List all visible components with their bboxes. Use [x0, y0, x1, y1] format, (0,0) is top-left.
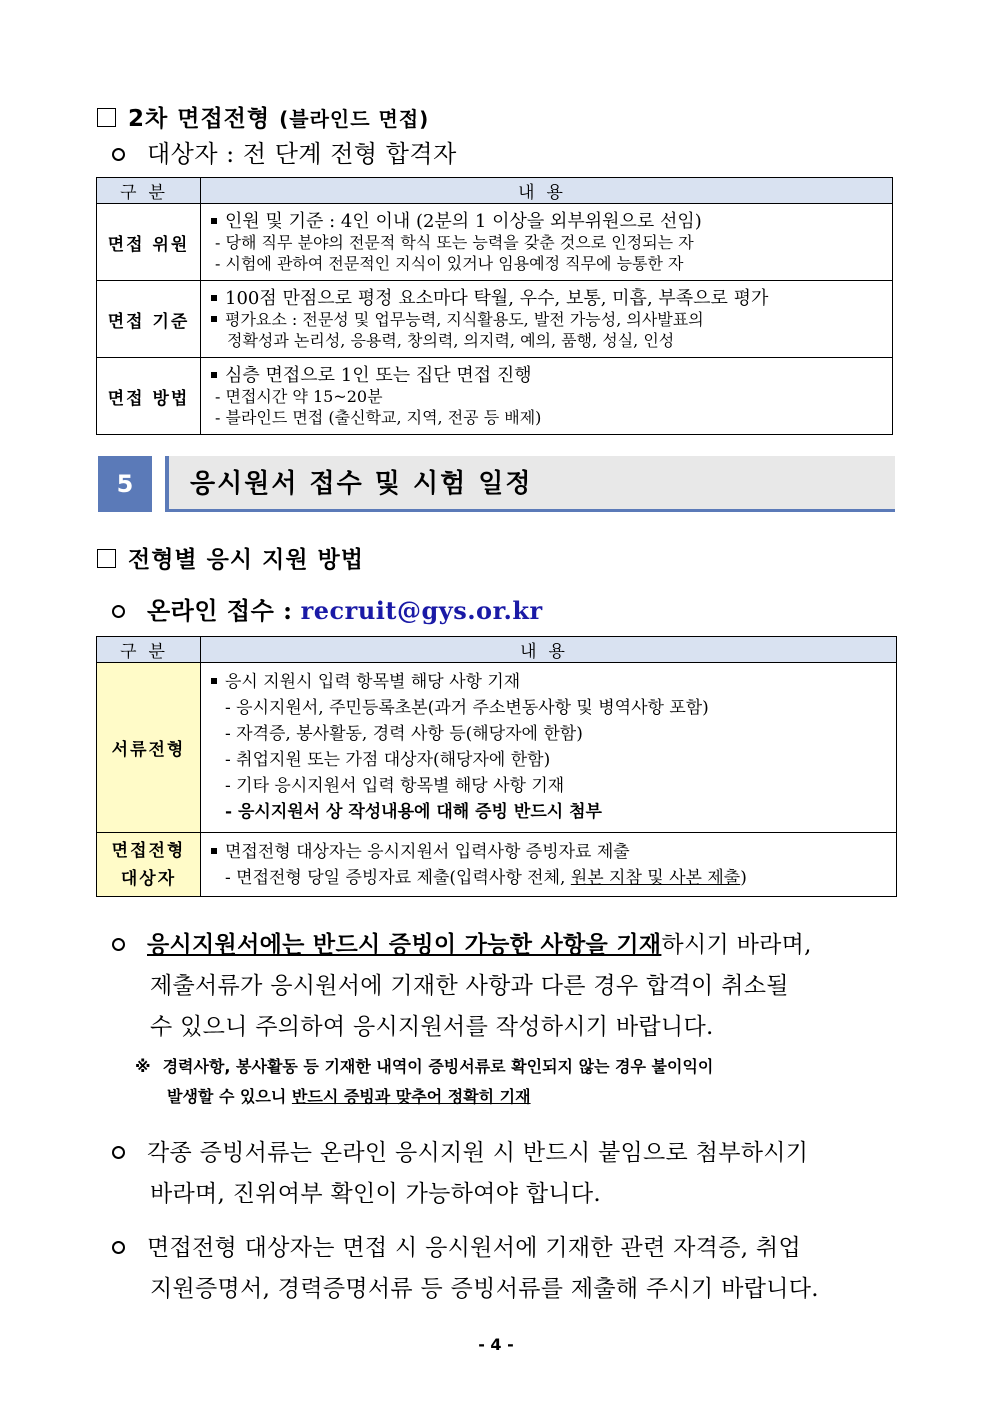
square-bullet-icon: [211, 295, 217, 301]
online-application: 온라인 접수 : recruit@gys.or.kr: [112, 591, 543, 626]
table-row: [97, 663, 897, 833]
section-number: 5: [98, 456, 152, 512]
row-label: 면접전형 대상자: [97, 833, 201, 897]
row-content: 면접전형 대상자는 응시지원서 입력사항 증빙자료 제출 - 면접전형 당일 증빙자료 제출(입력사항 전체, 원본 지참 및 사본 제출): [201, 833, 897, 897]
circle-bullet-icon: [112, 605, 125, 618]
square-bullet-icon: [211, 848, 217, 854]
checkbox-square-icon: [97, 549, 116, 568]
row-label: 서류전형: [97, 663, 201, 833]
paragraph-interview-docs: 면접전형 대상자는 면접 시 응시원서에 기재한 관련 자격증, 취업 지원증명서, 경력증명서류 등 증빙서류를 제출해 주시기 바랍니다.: [112, 1228, 902, 1310]
table-row: [97, 358, 893, 435]
checkbox-square-icon: [97, 108, 116, 127]
circle-bullet-icon: [112, 938, 125, 951]
row-content: 응시 지원시 입력 항목별 해당 사항 기재 - 응시지원서, 주민등록초본(과거 주소변동사항 및 병역사항 포함) - 자격증, 봉사활동, 경력 사항 등(해당자에 한함) - 취업지원 또는 가점 대상자(해당자에 한함) - 기타 응시지원서 입력 항목별 해당 사항 기재 - 응시지원서 상 작성내용에 대해 증빙 반드시 첨부: [201, 663, 897, 833]
square-bullet-icon: [211, 316, 217, 322]
page-number: - 4 -: [478, 1335, 514, 1354]
row-content: 100점 만점으로 평정 요소마다 탁월, 우수, 보통, 미흡, 부족으로 평가 평가요소 : 전문성 및 업무능력, 지식활용도, 발전 가능성, 의사발표의 정확성과 논리성, 응용력, 창의력, 의지력, 예의, 품행, 성실, 인성: [201, 281, 893, 358]
table-row: [97, 833, 897, 897]
circle-bullet-icon: [112, 1241, 125, 1254]
row-label: 면접 위원: [97, 204, 201, 281]
header-col-category: 구분: [97, 637, 201, 663]
row-content: 심층 면접으로 1인 또는 집단 면접 진행 - 면접시간 약 15~20분 - 블라인드 면접 (출신학교, 지역, 전공 등 배제): [201, 358, 893, 435]
row-content: 인원 및 기준 : 4인 이내 (2분의 1 이상을 외부위원으로 선임) - 당해 직무 분야의 전문적 학식 또는 능력을 갖춘 것으로 인정되는 자 - 시험에 관하여 전문적인 지식이 있거나 임용예정 직무에 능통한 자: [201, 204, 893, 281]
table-row: [97, 281, 893, 358]
header-col-category: 구분: [97, 178, 201, 204]
header-col-content: 내용: [201, 637, 897, 663]
circle-bullet-icon: [112, 1146, 125, 1159]
square-bullet-icon: [211, 678, 217, 684]
warning-note: ※ 경력사항, 봉사활동 등 기재한 내역이 증빙서류로 확인되지 않는 경우 불이익이 발생할 수 있으니 반드시 증빙과 맞추어 정확히 기재: [135, 1057, 714, 1106]
paragraph-attachments: 각종 증빙서류는 온라인 응시지원 시 반드시 붙임으로 첨부하시기 바라며, 진위여부 확인이 가능하여야 합니다.: [112, 1133, 902, 1215]
interview-target: 대상자 : 전 단계 전형 합격자: [112, 134, 457, 169]
reference-mark: ※: [135, 1057, 151, 1076]
square-bullet-icon: [211, 372, 217, 378]
table-row: [97, 204, 893, 281]
interview-heading: 2차 면접전형 (블라인드 면접): [97, 100, 429, 133]
circle-bullet-icon: [112, 148, 125, 161]
interview-table: [96, 177, 893, 435]
email-link[interactable]: recruit@gys.or.kr: [300, 596, 543, 625]
paragraph-evidence: 응시지원서에는 반드시 증빙이 가능한 사항을 기재하시기 바라며, 제출서류가 응시원서에 기재한 사항과 다른 경우 합격이 취소될 수 있으니 주의하여 응시지원서를 작성하시기 바랍니다.: [112, 924, 902, 1048]
square-bullet-icon: [211, 218, 217, 224]
table-header-row: [97, 178, 893, 204]
row-label: 면접 기준: [97, 281, 201, 358]
header-col-content: 내용: [201, 178, 893, 204]
section-title: 응시원서 접수 및 시험 일정: [190, 469, 533, 499]
table-header-row: [97, 637, 897, 663]
application-table: [96, 636, 897, 897]
application-heading: 전형별 응시 지원 방법: [97, 541, 364, 574]
row-label: 면접 방법: [97, 358, 201, 435]
